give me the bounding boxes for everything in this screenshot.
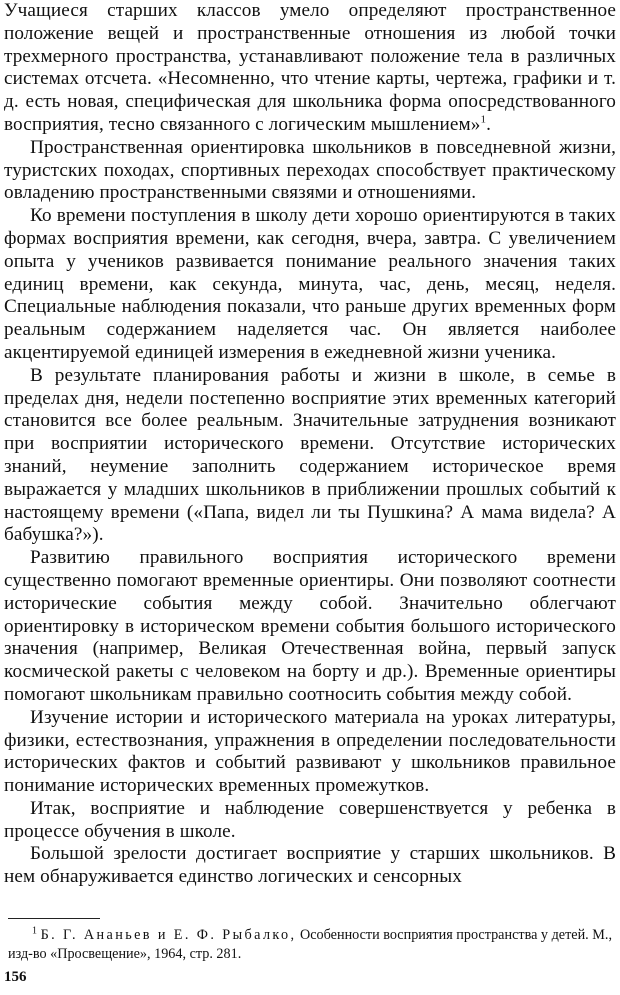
paragraph: Развитию правильного восприятия исторического времени существенно помогают временные ориентиры. Они позволяют соотнести исторические события между собой. Значительно облегчают ориентировку в историческом времени события большого исторического значения (например, Великая Отечественная война, первый запуск космической ракеты с человеком на борту и др.). Временные ориентиры помогают школьникам правильно соотносить события между собой. xyxy=(4,547,616,705)
body-text xyxy=(4,0,616,889)
paragraph: В результате планирования работы и жизни в школе, в семье в пределах дня, недели постепенно восприятие этих временных категорий становится все более реальным. Значительные затруднения возникают при восприятии исторического времени. Отсутствие исторических знаний, неумение заполнить содержанием историческое время выражается у младших школьников в приближении прошлых событий к настоящему времени («Папа, видел ли ты Пушкина? А мама видела? А бабушка?»). xyxy=(4,364,616,546)
page-number: 156 xyxy=(4,969,27,985)
paragraph: Большой зрелости достигает восприятие у старших школьников. В нем обнаруживается единство логических и сенсорных xyxy=(4,843,616,888)
paragraph: Учащиеся старших классов умело определяют пространственное положение вещей и пространственные отношения из любой точки трехмерного пространства, устанавливают положение тела в различных системах отсчета. «Несомненно, что чтение карты, чертежа, графики и т. д. есть новая, специфическая для школьника форма опосредствованного восприятия, тесно связанного с логическим мышлением»$^1$. xyxy=(4,0,616,135)
footnote-mark: 1 xyxy=(32,925,37,937)
footnote xyxy=(8,926,612,964)
book-page xyxy=(4,0,616,889)
footnote-reference: 1 xyxy=(480,113,487,126)
paragraph: Пространственная ориентировка школьников в повседневной жизни, туристских походах, спортивных переходах способствует практическому овладению пространственными связями и отношениями. xyxy=(4,136,616,204)
footnote-authors: Б. Г. Ананьев и Е. Ф. Рыбалко, xyxy=(40,927,297,943)
footnote-text: Особенности восприятия пространства у детей. М., изд-во «Просвещение», 1964, стр. 281. xyxy=(8,927,612,962)
paragraph: Изучение истории и исторического материала на уроках литературы, физики, естествознания, упражнения в определении последовательности исторических фактов и событий развивают у школьников правильное понимание исторических временных промежутков. xyxy=(4,706,616,797)
paragraph: Итак, восприятие и наблюдение совершенствуется у ребенка в процессе обучения в школе. xyxy=(4,797,616,842)
paragraph: Ко времени поступления в школу дети хорошо ориентируются в таких формах восприятия времени, как сегодня, вчера, завтра. С увеличением опыта у учеников развивается понимание реального значения таких единиц времени, как секунда, минута, час, день, месяц, неделя. Специальные наблюдения показали, что раньше других временных форм реальным содержанием наделяется час. Он является наиболее акцентируемой единицей измерения в ежедневной жизни ученика. xyxy=(4,205,616,363)
footnote-divider xyxy=(8,918,100,919)
paragraph-text: Учащиеся старших классов умело определяют пространственное положение вещей и пространственные отношения из любой точки трехмерного пространства, устанавливают положение тела в различных системах отсчета. «Несомненно, что чтение карты, чертежа, графики и т. д. есть новая, специфическая для школьника форма опосредствованного восприятия, тесно связанного с логическим мышлением» xyxy=(4,0,616,135)
